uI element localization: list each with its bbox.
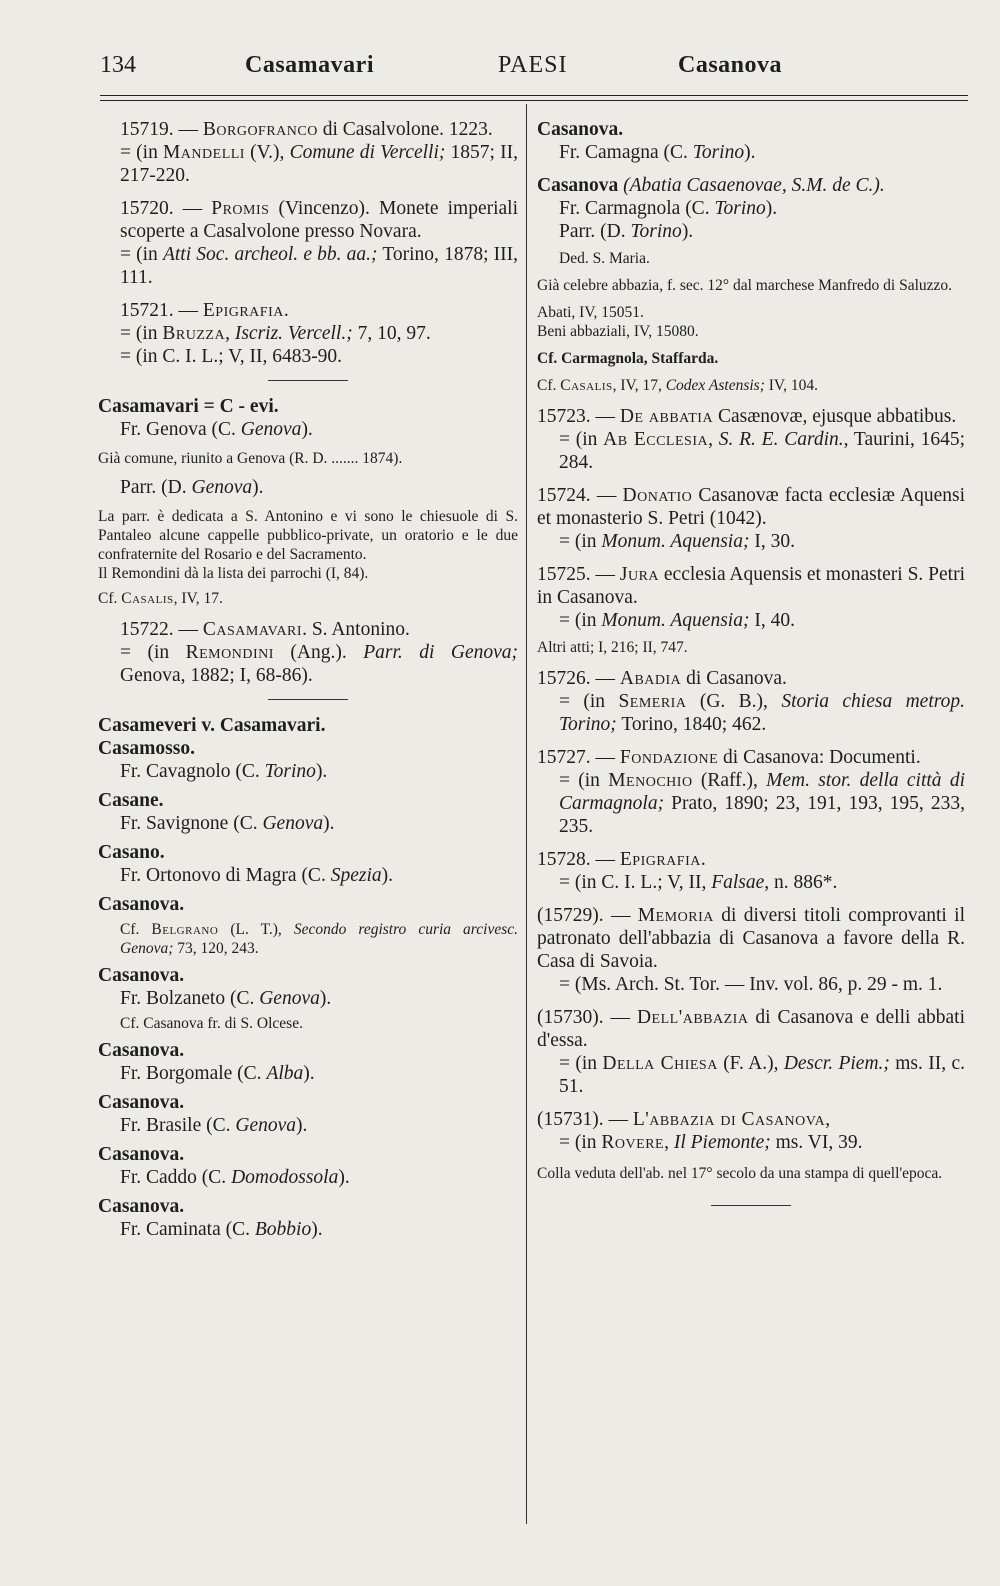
separator (711, 1205, 791, 1206)
entry-15721: 15721. — Epigrafia. = (in Bruzza, Iscriz. Vercell.; 7, 10, 97. = (in C. I. L.; V, II, 6483-90. (120, 300, 431, 367)
separator (268, 380, 348, 381)
place-casamavari: Casamavari = C - evi. Fr. Genova (C. Genova). Già comune, riunito a Genova (R. D. ....... 1874). Parr. (D. Genova). La parr. è dedicata a S. Antonino e vi sono le chiesuole di S. Pantaleo alcune cappelle pubblico-private, un oratorio e le due confraternite del Rosario e del Sacramento. Il Remondini dà la lista dei parrochi (I, 84). Cf. Casalis, IV, 17. (98, 396, 518, 607)
place-title: Casamavari = C - evi. (98, 396, 279, 417)
entry-15720: 15720. — Promis (Vincenzo). Monete imperiali scoperte a Casalvolone presso Novara. = (in Atti Soc. archeol. e bb. aa.; Torino, 1878; III, 111. (120, 198, 518, 288)
running-head-right: Casanova (678, 52, 783, 78)
entry-15722: 15722. — Casamavari. S. Antonino. = (in Remondini (Ang.). Parr. di Genova; Genova, 1882; I, 68-86). (120, 619, 518, 686)
page-number: 134 (100, 52, 136, 78)
place-casanova-camagna: Casanova. Fr. Camagna (C. Torino). (537, 119, 756, 163)
place-list: Casameveri v. Casamavari. Casamosso. Fr. Cavagnolo (C. Torino). Casane. Fr. Savignone (C. Genova). Casano. Fr. Ortonovo di Magra (C. Spezia). Casanova. Cf. Belgrano (L. T.), Secondo registro curia arcivesc. Genova; 73, 120, 243. Casanova. Fr. Bolzaneto (C. Genova). Cf. Casanova fr. di S. Olcese. Casanova. Fr. Borgomale (C. Alba). Casanova. Fr. Brasile (C. Genova). Casanova. Fr. Caddo (C. Domodossola). Casanova. Fr. Caminata (C. Bobbio). (98, 715, 518, 1240)
entry-15723: 15723. — De abbatia Casænovæ, ejusque abbatibus. = (in Ab Ecclesia, S. R. E. Cardin., Taurini, 1645; 284. (537, 406, 966, 473)
place-casanova-abatia: Casanova (Abatia Casaenovae, S.M. de C.). Fr. Carmagnola (C. Torino). Parr. (D. Torino). Ded. S. Maria. Già celebre abbazia, f. sec. 12° dal marchese Manfredo di Saluzzo. Abati, IV, 15051. Beni abbaziali, IV, 15080. Cf. Carmagnola, Staffarda. Cf. Casalis, IV, 17, Codex Astensis; IV, 104. (537, 175, 953, 394)
entry-15724: 15724. — Donatio Casanovæ facta ecclesiæ Aquensi et monasterio S. Petri (1042). = (in Monum. Aquensia; I, 30. (537, 485, 966, 552)
entry-15728: 15728. — Epigrafia. = (in C. I. L.; V, II, Falsae, n. 886*. (537, 849, 838, 893)
entry-15729: (15729). — Memoria di diversi titoli comprovanti il patronato dell'abbazia di Casanova a favore della R. Casa di Savoia. = (Ms. Arch. St. Tor. — Inv. vol. 86, p. 29 - m. 1. (537, 905, 965, 995)
header-rule-thick (100, 95, 968, 96)
left-column (98, 118, 518, 1241)
running-head-left: Casamavari (245, 52, 374, 78)
entry-15727: 15727. — Fondazione di Casanova: Documenti. = (in Menochio (Raff.), Mem. stor. della città di Carmagnola; Prato, 1890; 23, 191, 193, 195, 233, 235. (537, 747, 965, 837)
entry-15730: (15730). — Dell'abbazia di Casanova e delli abbati d'essa. = (in Della Chiesa (F. A.), Descr. Piem.; ms. II, c. 51. (537, 1007, 965, 1097)
page-header (100, 52, 968, 92)
separator (268, 699, 348, 700)
entry-15719: 15719. — Borgofranco di Casalvolone. 1223. = (in Mandelli (V.), Comune di Vercelli; 1857; II, 217-220. (120, 119, 518, 186)
entry-15725: 15725. — Jura ecclesia Aquensis et monasteri S. Petri in Casanova. = (in Monum. Aquensia; I, 40. Altri atti; I, 216; II, 747. (537, 564, 966, 656)
column-divider (526, 104, 527, 1524)
header-rule-thin (100, 100, 968, 101)
entry-15726: 15726. — Abadia di Casanova. = (in Semeria (G. B.), Storia chiesa metrop. Torino; Torino, 1840; 462. (537, 668, 965, 735)
right-column (537, 118, 965, 1220)
running-head-center: PAESI (498, 52, 568, 78)
entry-15731: (15731). — L'abbazia di Casanova, = (in Rovere, Il Piemonte; ms. VI, 39. Colla veduta dell'ab. nel 17° secolo da una stampa di quell'epoca. (537, 1109, 943, 1182)
